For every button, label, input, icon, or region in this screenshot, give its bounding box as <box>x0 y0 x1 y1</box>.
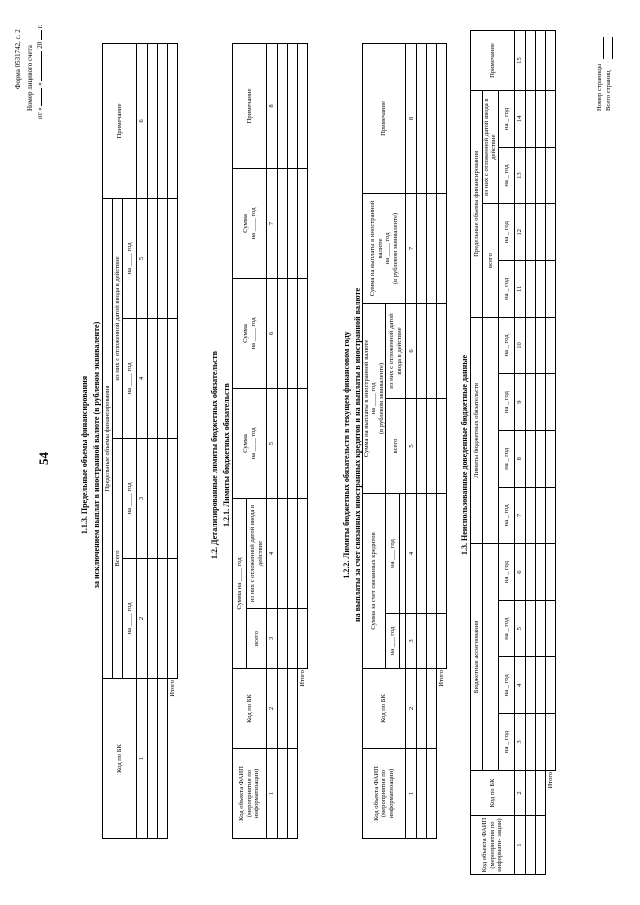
na-god: на _ год <box>498 657 514 714</box>
data-cell[interactable] <box>437 399 447 494</box>
data-cell[interactable] <box>535 600 545 657</box>
num-cell: 8 <box>267 44 278 169</box>
col-svyaz: Сумма за счет связанных кредитов <box>363 494 386 669</box>
data-cell[interactable] <box>427 494 437 614</box>
num-cell: 3 <box>267 609 278 669</box>
num-cell: 11 <box>514 261 525 318</box>
data-cell[interactable] <box>288 44 298 169</box>
data-cell[interactable] <box>288 749 298 839</box>
num-cell: 1 <box>406 749 417 839</box>
data-cell[interactable] <box>298 169 308 279</box>
group-pof: Предельные объемы финансирования <box>103 198 113 678</box>
data-cell[interactable] <box>168 319 178 439</box>
data-cell[interactable] <box>168 559 178 679</box>
data-cell[interactable] <box>525 770 535 815</box>
num-cell: 6 <box>267 279 278 389</box>
num-cell: 9 <box>514 374 525 431</box>
pof-vsego: всего <box>483 204 499 317</box>
na-god-2: на ____ год <box>123 439 137 559</box>
data-cell[interactable] <box>545 487 555 544</box>
col-iz-nih: из них с отложенной датой ввода в действие <box>386 304 406 399</box>
data-cell[interactable] <box>535 374 545 431</box>
page-number-line <box>603 37 604 59</box>
num-cell: 2 <box>406 669 417 749</box>
col-inval-2: Сумма на выплаты в иностранной валюте на ____ год (в рублевом эквиваленте) <box>363 194 406 304</box>
data-cell[interactable] <box>535 714 545 771</box>
num-cell: 6 <box>514 544 525 601</box>
data-cell[interactable] <box>525 261 535 318</box>
itogo-label: Итого <box>299 670 307 687</box>
table-113 <box>102 43 178 839</box>
col-faip: Код объекта ФАИП (мероприятия по информати- зации) <box>471 816 515 875</box>
num-cell: 2 <box>267 669 278 749</box>
data-cell[interactable] <box>158 43 168 198</box>
data-cell[interactable] <box>298 499 308 609</box>
col-kod-bk: Код по БК <box>233 669 267 749</box>
num-cell: 5 <box>514 600 525 657</box>
data-cell[interactable] <box>298 609 308 669</box>
data-cell[interactable] <box>545 714 555 771</box>
data-cell[interactable] <box>148 439 158 559</box>
data-cell[interactable] <box>417 749 427 839</box>
col-faip: Код объекта ФАИП (мероприятия по информатизации) <box>363 749 406 839</box>
na-god: на _ год <box>498 544 514 601</box>
data-cell[interactable] <box>278 609 288 669</box>
num-cell: 4 <box>137 319 148 439</box>
data-cell[interactable] <box>427 194 437 304</box>
data-cell[interactable] <box>535 317 545 374</box>
data-cell[interactable] <box>427 399 437 494</box>
na-god-a: на ___ год <box>386 614 400 669</box>
col-note: Примечание <box>233 44 267 169</box>
group-pof: Предельные объемы финансирования <box>471 91 483 318</box>
data-cell[interactable] <box>427 614 437 669</box>
group-lbo: Лимиты бюджетных обязательств <box>471 317 483 544</box>
data-cell[interactable] <box>427 749 437 839</box>
data-cell[interactable] <box>535 816 545 875</box>
itogo-label: Итого <box>169 680 177 697</box>
ba-blank <box>483 544 499 771</box>
num-cell: 14 <box>514 91 525 148</box>
date-year: 20 <box>36 41 44 49</box>
data-cell[interactable] <box>535 430 545 487</box>
page-number-label: Номер страницы <box>596 63 603 111</box>
num-cell: 7 <box>267 169 278 279</box>
num-cell: 1 <box>137 679 148 839</box>
sec-113-subtitle: за исключением выплат в иностранной валюте (в рублевом эквиваленте) <box>92 321 101 589</box>
data-cell[interactable] <box>545 374 555 431</box>
data-cell[interactable] <box>278 389 288 499</box>
data-cell[interactable] <box>288 609 298 669</box>
na-god: на _ год <box>498 261 514 318</box>
data-cell[interactable] <box>525 374 535 431</box>
data-cell[interactable] <box>525 714 535 771</box>
na-god-b: на ___ год <box>386 494 400 614</box>
data-cell[interactable] <box>545 317 555 374</box>
data-cell[interactable] <box>437 44 447 194</box>
data-cell[interactable] <box>288 389 298 499</box>
pof-iz-nih: из них с отложенной датой ввода в действие <box>483 91 499 204</box>
data-cell[interactable] <box>278 169 288 279</box>
page-number: 54 <box>36 452 51 465</box>
data-cell[interactable] <box>535 91 545 148</box>
data-cell[interactable] <box>427 44 437 194</box>
na-god: на _ год <box>498 317 514 374</box>
data-cell[interactable] <box>417 399 427 494</box>
num-cell: 10 <box>514 317 525 374</box>
data-cell[interactable] <box>417 194 427 304</box>
col-iz-nih: из них с отложенной датой ввода в действие <box>247 499 267 609</box>
lbo-blank <box>483 317 499 544</box>
date-g: г. <box>36 24 44 29</box>
data-cell[interactable] <box>288 169 298 279</box>
data-cell[interactable] <box>148 198 158 318</box>
data-cell[interactable] <box>545 657 555 714</box>
data-cell[interactable] <box>525 487 535 544</box>
num-cell: 2 <box>137 559 148 679</box>
data-cell[interactable] <box>535 770 545 815</box>
num-cell: 4 <box>267 499 278 609</box>
data-cell[interactable] <box>288 279 298 389</box>
num-cell: 15 <box>514 31 525 91</box>
num-cell: 7 <box>514 487 525 544</box>
na-god: на _ год <box>498 430 514 487</box>
sec-122-title: 1.2.2. Лимиты бюджетных обязательств в текущем финансовом году <box>342 331 351 579</box>
data-cell[interactable] <box>525 147 535 204</box>
data-cell[interactable] <box>535 657 545 714</box>
data-cell[interactable] <box>545 147 555 204</box>
sec-113-title: 1.1.3. Предельные объемы финансирования <box>80 375 89 535</box>
data-cell[interactable] <box>545 544 555 601</box>
num-cell: 8 <box>514 430 525 487</box>
data-cell[interactable] <box>545 31 555 91</box>
sec-13-title: 1.3. Неиспользованные доведенные бюджетные данные <box>460 354 469 556</box>
col-summa-5: Сумма на ____ год <box>233 389 267 499</box>
num-cell: 5 <box>267 389 278 499</box>
num-cell: 2 <box>514 770 525 815</box>
data-cell[interactable] <box>427 669 437 749</box>
data-cell[interactable] <box>278 749 288 839</box>
data-cell[interactable] <box>278 44 288 169</box>
data-cell[interactable] <box>535 204 545 261</box>
col-kod-bk: Код по БК <box>363 669 406 749</box>
col-summa-7: Сумма на ____ год <box>233 169 267 279</box>
na-god: на _ год <box>498 600 514 657</box>
col-vsego: всего <box>247 609 267 669</box>
num-cell: 6 <box>406 304 417 399</box>
data-cell[interactable] <box>158 319 168 439</box>
data-cell[interactable] <box>437 194 447 304</box>
data-cell[interactable] <box>158 439 168 559</box>
data-cell[interactable] <box>158 198 168 318</box>
na-god: на _ год <box>498 374 514 431</box>
table-122 <box>362 43 447 839</box>
col-vsego: Всего <box>113 439 123 679</box>
data-cell[interactable] <box>535 31 545 91</box>
num-cell: 7 <box>406 194 417 304</box>
data-cell[interactable] <box>545 600 555 657</box>
data-cell[interactable] <box>158 559 168 679</box>
num-cell: 5 <box>137 198 148 318</box>
data-cell[interactable] <box>148 559 158 679</box>
na-god: на _ год <box>498 147 514 204</box>
data-cell[interactable] <box>545 91 555 148</box>
data-cell[interactable] <box>168 198 178 318</box>
col-kod-bk: Код по БК <box>471 770 515 815</box>
num-cell: 6 <box>137 43 148 198</box>
na-god: на _ год <box>498 714 514 771</box>
data-cell[interactable] <box>535 147 545 204</box>
group-ba: Бюджетные ассигнования <box>471 544 483 771</box>
data-cell[interactable] <box>417 614 427 669</box>
data-cell[interactable] <box>288 669 298 749</box>
na-god-3: на ____ год <box>123 319 137 439</box>
itogo-label: Итого <box>546 771 554 789</box>
total-pages-line <box>612 37 613 59</box>
data-cell[interactable] <box>525 430 535 487</box>
sec-122-subtitle: на выплаты за счет связанных иностранных кредитов и на выплаты в иностранной валюте <box>353 287 362 623</box>
num-cell: 13 <box>514 147 525 204</box>
date-from: от « <box>36 107 44 119</box>
data-cell[interactable] <box>525 31 535 91</box>
data-cell[interactable] <box>158 679 168 839</box>
data-cell[interactable] <box>288 499 298 609</box>
table-121 <box>232 43 308 839</box>
num-cell: 4 <box>406 494 417 614</box>
na-god: на _ год <box>498 204 514 261</box>
col-note: Примечание <box>103 43 137 198</box>
date-line <box>36 24 44 119</box>
data-cell[interactable] <box>427 304 437 399</box>
data-cell[interactable] <box>437 304 447 399</box>
num-cell: 3 <box>514 714 525 771</box>
data-cell[interactable] <box>525 317 535 374</box>
sec-121-title: 1.2.1. Лимиты бюджетных обязательств <box>222 383 231 527</box>
data-cell[interactable] <box>535 261 545 318</box>
col-vsego: всего <box>386 399 406 494</box>
data-cell[interactable] <box>298 44 308 169</box>
col-note: Примечание <box>471 31 515 91</box>
date-day-close: » <box>36 82 44 86</box>
data-cell[interactable] <box>417 44 427 194</box>
num-cell: 3 <box>406 614 417 669</box>
num-cell: 1 <box>267 749 278 839</box>
data-cell[interactable] <box>545 430 555 487</box>
data-cell[interactable] <box>417 304 427 399</box>
num-cell: 4 <box>514 657 525 714</box>
num-cell: 8 <box>406 44 417 194</box>
col-iz-nih: из них с отложенной датой ввода в действие <box>113 198 123 438</box>
col-kod-bk: Код по БК <box>103 679 137 839</box>
data-cell[interactable] <box>525 544 535 601</box>
data-cell[interactable] <box>535 544 545 601</box>
na-god-4: на ____ год <box>123 198 137 318</box>
data-cell[interactable] <box>298 279 308 389</box>
num-cell: 12 <box>514 204 525 261</box>
data-cell[interactable] <box>525 657 535 714</box>
na-god-1: на ____ год <box>123 559 137 679</box>
data-cell[interactable] <box>545 204 555 261</box>
data-cell[interactable] <box>545 261 555 318</box>
data-cell[interactable] <box>525 600 535 657</box>
data-cell[interactable] <box>168 43 178 198</box>
na-god: на _ год <box>498 91 514 148</box>
data-cell[interactable] <box>525 816 535 875</box>
num-cell: 3 <box>137 439 148 559</box>
data-cell[interactable] <box>417 669 427 749</box>
data-cell[interactable] <box>437 614 447 669</box>
data-cell[interactable] <box>417 494 427 614</box>
data-cell[interactable] <box>437 494 447 614</box>
col-inval: Сумма на выплаты в иностранной валюте на ____ год (в рублевом эквиваленте) <box>363 304 386 494</box>
data-cell[interactable] <box>298 389 308 499</box>
data-cell[interactable] <box>525 204 535 261</box>
data-cell[interactable] <box>278 499 288 609</box>
num-cell: 5 <box>406 399 417 494</box>
col-faip: Код объекта ФАИП (мероприятия по информатизации) <box>233 749 267 839</box>
col-summa-na: Сумма на ____ год <box>233 499 247 669</box>
data-cell[interactable] <box>535 487 545 544</box>
sec-12-title: 1.2. Детализированные лимиты бюджетных обязательств <box>210 351 219 559</box>
data-cell[interactable] <box>525 91 535 148</box>
na-god: на _ год <box>498 487 514 544</box>
data-cell[interactable] <box>148 319 158 439</box>
data-cell[interactable] <box>278 279 288 389</box>
data-cell[interactable] <box>278 669 288 749</box>
account-number-label: Номер лицевого счета <box>26 45 34 111</box>
col-summa-6: Сумма на ____ год <box>233 279 267 389</box>
num-cell: 1 <box>514 816 525 875</box>
col-note: Примечание <box>363 44 406 194</box>
total-pages-label: Всего страниц <box>605 70 612 111</box>
form-code: Форма 0531742, с. 2 <box>14 29 22 89</box>
data-cell[interactable] <box>148 679 158 839</box>
data-cell[interactable] <box>148 43 158 198</box>
itogo-label: Итого <box>438 670 446 687</box>
table-13 <box>470 30 556 875</box>
data-cell[interactable] <box>168 439 178 559</box>
